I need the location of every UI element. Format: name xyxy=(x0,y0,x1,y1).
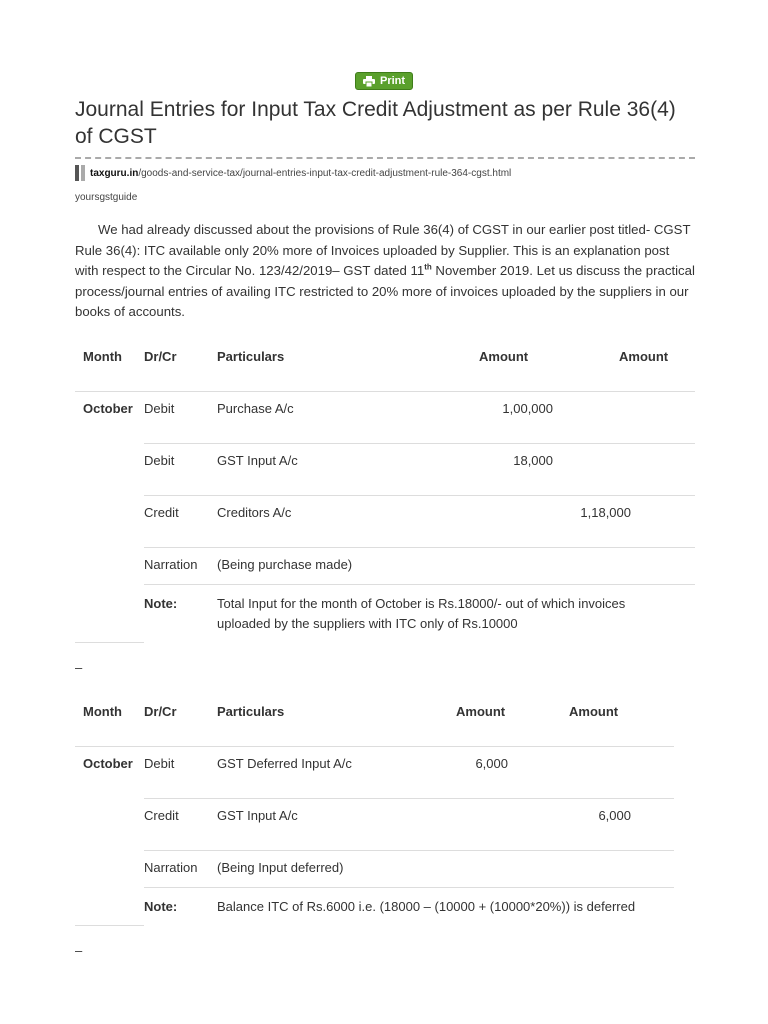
amount2-value: 1,18,000 xyxy=(580,505,631,520)
intro-paragraph xyxy=(75,220,695,323)
amount1-cell xyxy=(413,548,553,585)
amount1-cell xyxy=(413,851,563,888)
header-month: Month xyxy=(83,349,122,364)
particulars-cell: Creditors A/c xyxy=(217,496,413,548)
header-drcr: Dr/Cr xyxy=(144,349,177,364)
amount1-cell xyxy=(413,799,563,851)
source-bar-icon xyxy=(75,165,79,181)
header-amount-2: Amount xyxy=(619,349,669,364)
author-name: yoursgstguide xyxy=(75,192,138,203)
printer-icon xyxy=(363,76,375,87)
journal-table-1 xyxy=(75,322,695,637)
month-cell-empty xyxy=(75,444,144,496)
page-title: Journal Entries for Input Tax Credit Adjustment as per Rule 36(4) of CGST xyxy=(75,98,676,148)
header-drcr: Dr/Cr xyxy=(144,704,177,719)
particulars-cell: (Being purchase made) xyxy=(217,548,413,585)
month-cell-empty xyxy=(75,548,144,585)
month-cell-empty xyxy=(75,799,144,851)
table-stub-line xyxy=(75,925,144,926)
month-cell-empty xyxy=(75,851,144,888)
intro-text-part1: We had already discussed about the provisions of Rule 36(4) of CGST in our earlier post titled- CGST Rule 36(4): ITC available only 20% more of Invoices uploaded by Supplier. This is an explanation post with respect to the Circular No. 123/42/2019– GST dated 11 xyxy=(75,222,691,278)
amount2-cell xyxy=(553,444,695,496)
drcr-cell: Debit xyxy=(144,444,217,496)
amount1-value: 1,00,000 xyxy=(502,401,553,416)
note-label: Note: xyxy=(144,888,217,940)
drcr-cell: Narration xyxy=(144,851,217,888)
particulars-cell: (Being Input deferred) xyxy=(217,851,413,888)
amount1-cell xyxy=(413,496,553,548)
table-stub-line xyxy=(75,642,144,643)
source-url[interactable] xyxy=(75,165,511,181)
source-bar-icon xyxy=(81,165,85,181)
amount1-cell xyxy=(413,747,563,799)
amount2-cell xyxy=(563,799,674,851)
month-cell-empty xyxy=(75,585,144,637)
header-particulars: Particulars xyxy=(217,704,285,719)
table-row xyxy=(75,548,695,585)
table-row xyxy=(75,496,695,548)
amount2-cell xyxy=(553,496,695,548)
intro-text-part2: November 2019. Let us discuss the practical process/journal entries of availing ITC restricted to 20% more of invoices uploaded by the suppliers in our books of accounts. xyxy=(75,263,695,319)
drcr-cell: Debit xyxy=(144,747,217,799)
note-row xyxy=(75,888,674,940)
header-month: Month xyxy=(83,704,122,719)
amount1-cell xyxy=(413,444,553,496)
amount2-cell xyxy=(553,392,695,444)
header-amount-1: Amount xyxy=(456,704,506,719)
table-row xyxy=(75,747,674,799)
particulars-cell: GST Input A/c xyxy=(217,799,413,851)
note-label: Note: xyxy=(144,585,217,637)
drcr-cell: Debit xyxy=(144,392,217,444)
header-amount-2: Amount xyxy=(569,704,619,719)
journal-table-2 xyxy=(75,677,674,940)
month-cell-empty xyxy=(75,888,144,940)
separator-dash: – xyxy=(75,943,83,958)
intro-superscript: th xyxy=(424,262,432,272)
month-cell-empty xyxy=(75,496,144,548)
particulars-cell: Purchase A/c xyxy=(217,392,413,444)
header-particulars: Particulars xyxy=(217,349,285,364)
amount1-cell xyxy=(413,392,553,444)
amount2-cell xyxy=(563,851,674,888)
note-text: Total Input for the month of October is Rs.18000/- out of which invoices uploaded by the suppliers with ITC only of Rs.10000 xyxy=(217,585,695,637)
table-row xyxy=(75,444,695,496)
note-row xyxy=(75,585,695,637)
drcr-cell: Credit xyxy=(144,496,217,548)
note-text: Balance ITC of Rs.6000 i.e. (18000 – (10000 + (10000*20%)) is deferred xyxy=(217,888,674,940)
title-divider xyxy=(75,157,695,159)
table-header-row xyxy=(75,322,695,392)
particulars-cell: GST Input A/c xyxy=(217,444,413,496)
month-cell: October xyxy=(75,392,144,444)
table-header-row xyxy=(75,677,674,747)
print-label: Print xyxy=(380,75,406,87)
amount1-value: 18,000 xyxy=(513,453,553,468)
source-domain: taxguru.in xyxy=(90,167,139,179)
header-amount-1: Amount xyxy=(479,349,529,364)
amount2-cell xyxy=(563,747,674,799)
amount1-value: 6,000 xyxy=(475,756,508,771)
print-button[interactable] xyxy=(355,72,413,90)
drcr-cell: Credit xyxy=(144,799,217,851)
particulars-cell: GST Deferred Input A/c xyxy=(217,747,413,799)
drcr-cell: Narration xyxy=(144,548,217,585)
table-row xyxy=(75,392,695,444)
source-path: /goods-and-service-tax/journal-entries-input-tax-credit-adjustment-rule-364-cgst.html xyxy=(138,167,512,179)
separator-dash: – xyxy=(75,660,83,675)
amount2-value: 6,000 xyxy=(598,808,631,823)
amount2-cell xyxy=(553,548,695,585)
table-row xyxy=(75,799,674,851)
month-cell: October xyxy=(75,747,144,799)
table-row xyxy=(75,851,674,888)
